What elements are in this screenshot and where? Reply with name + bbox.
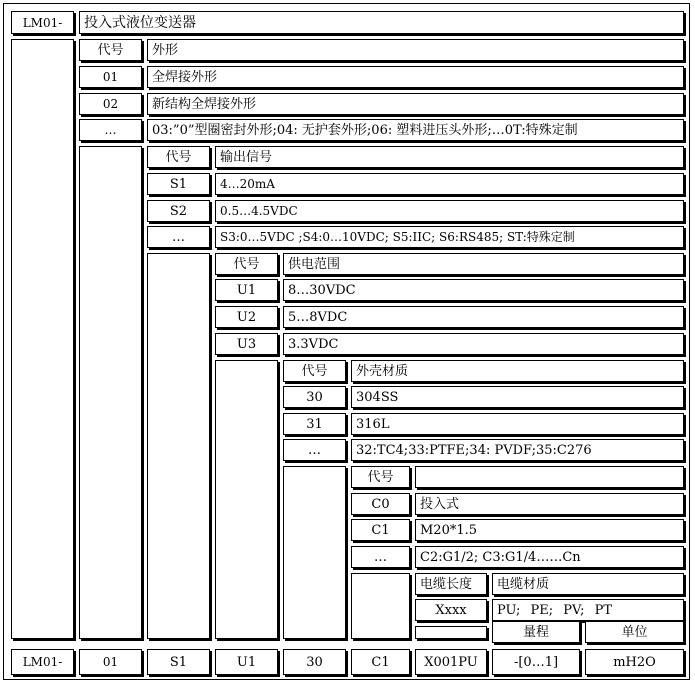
power-desc: 5…8VDC — [283, 306, 684, 328]
spec-table — [3, 3, 690, 680]
output-desc: 4…20mA — [215, 173, 684, 195]
cable-length-label: 电缆长度 — [415, 573, 487, 595]
column-spacer-6 — [351, 573, 410, 639]
cable-material-label: 电缆材质 — [492, 573, 684, 595]
connection-desc: C2:G1/2; C3:G1/4……Cn — [415, 546, 684, 568]
example-shape-code: 01 — [79, 649, 142, 675]
example-power-code: U1 — [215, 649, 278, 675]
output-desc: 0.5…4.5VDC — [215, 200, 684, 222]
shape-code: 01 — [79, 66, 142, 88]
connection-code: … — [351, 546, 410, 568]
product-title: 投入式液位变送器 — [79, 11, 684, 34]
shape-code: … — [79, 119, 142, 141]
output-code: S1 — [147, 173, 210, 195]
shape-desc: 03:”0”型圈密封外形;04: 无护套外形;06: 塑料进压头外形;…0T:特殊定制 — [147, 119, 684, 141]
housing-label-header: 外壳材质 — [351, 360, 684, 382]
range-label: 量程 — [492, 621, 580, 643]
housing-desc: 316L — [351, 413, 684, 435]
column-spacer-2 — [79, 146, 142, 639]
housing-code: 31 — [283, 413, 346, 435]
power-desc: 8…30VDC — [283, 279, 684, 301]
output-label-header: 输出信号 — [215, 146, 684, 168]
housing-desc: 32:TC4;33:PTFE;34: PVDF;35:C276 — [351, 439, 684, 461]
connection-label-header — [415, 466, 684, 488]
example-housing-code: 30 — [283, 649, 346, 675]
cable-length-code: Xxxx — [415, 599, 487, 621]
column-spacer-1 — [11, 39, 74, 639]
housing-code: … — [283, 439, 346, 461]
model-prefix: LM01- — [11, 11, 74, 34]
connection-code: C0 — [351, 493, 410, 515]
output-code-header: 代号 — [147, 146, 210, 168]
power-code: U1 — [215, 279, 278, 301]
cable-length-spacer — [415, 626, 487, 639]
power-code: U3 — [215, 333, 278, 355]
example-unit: mH2O — [585, 649, 684, 675]
connection-desc: M20*1.5 — [415, 519, 684, 541]
shape-desc: 全焊接外形 — [147, 66, 684, 88]
housing-code: 30 — [283, 386, 346, 408]
example-output-code: S1 — [147, 649, 210, 675]
power-code: U2 — [215, 306, 278, 328]
connection-code: C1 — [351, 519, 410, 541]
column-spacer-5 — [283, 466, 346, 639]
power-code-header: 代号 — [215, 253, 278, 275]
column-spacer-4 — [215, 360, 278, 639]
cable-materials: PU; PE; PV; PT — [492, 599, 684, 621]
shape-code-header: 代号 — [79, 39, 142, 61]
example-cable-code: X001PU — [415, 649, 487, 675]
shape-code: 02 — [79, 93, 142, 115]
housing-code-header: 代号 — [283, 360, 346, 382]
column-spacer-3 — [147, 253, 210, 639]
output-desc: S3:0…5VDC ;S4:0…10VDC; S5:IIC; S6:RS485; ST:特殊定制 — [215, 226, 684, 248]
example-model-prefix: LM01- — [11, 649, 74, 675]
shape-label-header: 外形 — [147, 39, 684, 61]
unit-label: 单位 — [585, 621, 684, 643]
power-desc: 3.3VDC — [283, 333, 684, 355]
output-code: S2 — [147, 200, 210, 222]
connection-code-header: 代号 — [351, 466, 410, 488]
connection-desc: 投入式 — [415, 493, 684, 515]
shape-desc: 新结构全焊接外形 — [147, 93, 684, 115]
example-connection-code: C1 — [351, 649, 410, 675]
power-label-header: 供电范围 — [283, 253, 684, 275]
output-code: … — [147, 226, 210, 248]
housing-desc: 304SS — [351, 386, 684, 408]
example-range: -[0…1] — [492, 649, 580, 675]
